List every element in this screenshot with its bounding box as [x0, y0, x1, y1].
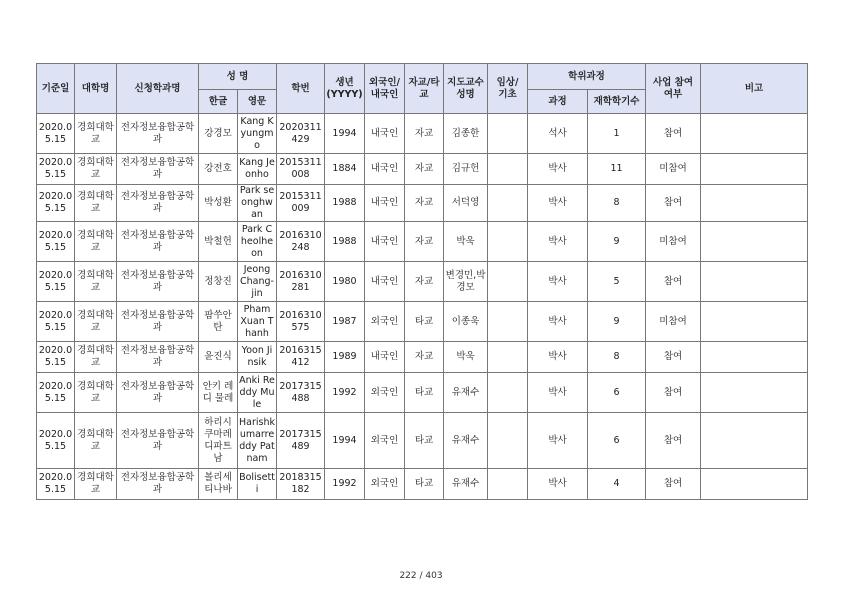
cell-name-english: Kang Kyungmo: [238, 114, 277, 154]
cell-student-id: 2018315182: [277, 469, 325, 500]
cell-university: 경희대학교: [75, 302, 117, 342]
cell-advisor: 변경민,박경모: [444, 262, 488, 302]
header-remarks: 비고: [701, 64, 808, 114]
cell-foreigner: 내국인: [365, 342, 405, 373]
cell-foreigner: 내국인: [365, 154, 405, 185]
cell-university: 경희대학교: [75, 373, 117, 413]
cell-foreigner: 외국인: [365, 469, 405, 500]
cell-clinical: [488, 469, 528, 500]
cell-date: 2020.05.15: [37, 114, 75, 154]
page-number: 222 / 403: [399, 571, 443, 581]
cell-advisor: 유재수: [444, 469, 488, 500]
cell-name-korean: 박성환: [199, 185, 238, 222]
cell-department: 전자정보융합공학과: [117, 185, 199, 222]
cell-clinical: [488, 154, 528, 185]
student-roster-table: [36, 63, 808, 500]
header-name-english: 영문: [238, 90, 277, 114]
header-degree-course: 과정: [528, 90, 588, 114]
cell-clinical: [488, 342, 528, 373]
cell-advisor: 이종욱: [444, 302, 488, 342]
cell-student-id: 2016315412: [277, 342, 325, 373]
cell-participation: 참여: [646, 373, 701, 413]
cell-name-korean: 박철헌: [199, 222, 238, 262]
cell-participation: 참여: [646, 469, 701, 500]
cell-university: 경희대학교: [75, 185, 117, 222]
header-student-id: 학번: [277, 64, 325, 114]
cell-degree-course: 박사: [528, 262, 588, 302]
cell-participation: 참여: [646, 413, 701, 469]
cell-degree-course: 박사: [528, 413, 588, 469]
cell-school: 타교: [405, 469, 444, 500]
cell-department: 전자정보융합공학과: [117, 469, 199, 500]
header-degree-semesters: 재학학기수: [588, 90, 646, 114]
cell-degree-course: 박사: [528, 154, 588, 185]
header-degree: 학위과정: [528, 64, 646, 90]
table-row: [37, 154, 808, 185]
cell-clinical: [488, 185, 528, 222]
cell-name-korean: 강전호: [199, 154, 238, 185]
cell-university: 경희대학교: [75, 469, 117, 500]
cell-advisor: 김종한: [444, 114, 488, 154]
cell-name-korean: 강경모: [199, 114, 238, 154]
table-row: [37, 342, 808, 373]
cell-university: 경희대학교: [75, 222, 117, 262]
cell-school: 자교: [405, 222, 444, 262]
cell-foreigner: 내국인: [365, 114, 405, 154]
cell-advisor: 김규헌: [444, 154, 488, 185]
cell-semesters: 9: [588, 222, 646, 262]
table-row: [37, 373, 808, 413]
table-row: [37, 413, 808, 469]
cell-degree-course: 박사: [528, 373, 588, 413]
cell-participation: 미참여: [646, 302, 701, 342]
cell-student-id: 2016310575: [277, 302, 325, 342]
header-name-korean: 한글: [199, 90, 238, 114]
cell-semesters: 8: [588, 342, 646, 373]
header-participation: 사업 참여 여부: [646, 64, 701, 114]
cell-semesters: 1: [588, 114, 646, 154]
cell-semesters: 6: [588, 413, 646, 469]
cell-name-english: Yoon Jinsik: [238, 342, 277, 373]
cell-university: 경희대학교: [75, 342, 117, 373]
cell-student-id: 2016310248: [277, 222, 325, 262]
table-body: [37, 114, 808, 500]
cell-semesters: 11: [588, 154, 646, 185]
cell-advisor: 박욱: [444, 222, 488, 262]
cell-semesters: 5: [588, 262, 646, 302]
cell-name-korean: 하리시쿠마레디파트남: [199, 413, 238, 469]
cell-degree-course: 석사: [528, 114, 588, 154]
cell-date: 2020.05.15: [37, 469, 75, 500]
cell-foreigner: 내국인: [365, 222, 405, 262]
cell-remarks: [701, 413, 808, 469]
cell-name-korean: 안키 레디 물레: [199, 373, 238, 413]
cell-date: 2020.05.15: [37, 185, 75, 222]
header-advisor: 지도교수 성명: [444, 64, 488, 114]
cell-name-english: Harishkumarreddy Patnam: [238, 413, 277, 469]
table-row: [37, 222, 808, 262]
cell-semesters: 8: [588, 185, 646, 222]
cell-school: 자교: [405, 154, 444, 185]
cell-birth-year: 1980: [325, 262, 365, 302]
cell-birth-year: 1988: [325, 185, 365, 222]
cell-school: 자교: [405, 342, 444, 373]
cell-name-english: Bolisetti: [238, 469, 277, 500]
cell-date: 2020.05.15: [37, 302, 75, 342]
cell-student-id: 2017315488: [277, 373, 325, 413]
cell-university: 경희대학교: [75, 114, 117, 154]
cell-name-english: Jeong Chang-jin: [238, 262, 277, 302]
cell-remarks: [701, 154, 808, 185]
cell-degree-course: 박사: [528, 185, 588, 222]
header-department: 신청학과명: [117, 64, 199, 114]
cell-participation: 미참여: [646, 154, 701, 185]
cell-foreigner: 외국인: [365, 413, 405, 469]
cell-name-english: Park seonghwan: [238, 185, 277, 222]
cell-clinical: [488, 222, 528, 262]
cell-participation: 참여: [646, 185, 701, 222]
cell-student-id: 2016310281: [277, 262, 325, 302]
cell-department: 전자정보융합공학과: [117, 114, 199, 154]
cell-degree-course: 박사: [528, 469, 588, 500]
cell-university: 경희대학교: [75, 413, 117, 469]
cell-participation: 참여: [646, 114, 701, 154]
cell-degree-course: 박사: [528, 222, 588, 262]
cell-school: 타교: [405, 413, 444, 469]
cell-clinical: [488, 114, 528, 154]
cell-foreigner: 내국인: [365, 262, 405, 302]
header-foreigner: 외국인/ 내국인: [365, 64, 405, 114]
cell-university: 경희대학교: [75, 262, 117, 302]
cell-school: 자교: [405, 114, 444, 154]
table-row: [37, 114, 808, 154]
cell-degree-course: 박사: [528, 302, 588, 342]
header-school: 자교/타 교: [405, 64, 444, 114]
header-university: 대학명: [75, 64, 117, 114]
cell-remarks: [701, 373, 808, 413]
cell-semesters: 4: [588, 469, 646, 500]
table-row: [37, 185, 808, 222]
cell-name-korean: 볼리세티나바: [199, 469, 238, 500]
cell-birth-year: 1992: [325, 469, 365, 500]
cell-department: 전자정보융합공학과: [117, 154, 199, 185]
cell-remarks: [701, 469, 808, 500]
cell-university: 경희대학교: [75, 154, 117, 185]
cell-student-id: 2015311009: [277, 185, 325, 222]
header-clinical: 임상/ 기초: [488, 64, 528, 114]
cell-clinical: [488, 262, 528, 302]
cell-name-english: Pham Xuan Thanh: [238, 302, 277, 342]
cell-school: 자교: [405, 262, 444, 302]
cell-name-korean: 윤진식: [199, 342, 238, 373]
cell-foreigner: 외국인: [365, 302, 405, 342]
cell-date: 2020.05.15: [37, 154, 75, 185]
table-row: [37, 469, 808, 500]
cell-student-id: 2015311008: [277, 154, 325, 185]
cell-semesters: 9: [588, 302, 646, 342]
cell-advisor: 박욱: [444, 342, 488, 373]
cell-remarks: [701, 222, 808, 262]
cell-date: 2020.05.15: [37, 262, 75, 302]
cell-remarks: [701, 302, 808, 342]
table-row: [37, 302, 808, 342]
cell-department: 전자정보융합공학과: [117, 302, 199, 342]
table-header: [37, 64, 808, 114]
cell-remarks: [701, 342, 808, 373]
cell-birth-year: 1994: [325, 413, 365, 469]
cell-degree-course: 박사: [528, 342, 588, 373]
table-row: [37, 262, 808, 302]
cell-birth-year: 1987: [325, 302, 365, 342]
cell-date: 2020.05.15: [37, 222, 75, 262]
cell-date: 2020.05.15: [37, 373, 75, 413]
cell-department: 전자정보융합공학과: [117, 342, 199, 373]
cell-department: 전자정보융합공학과: [117, 373, 199, 413]
cell-advisor: 유재수: [444, 373, 488, 413]
cell-name-korean: 팜쑤안탄: [199, 302, 238, 342]
cell-school: 타교: [405, 302, 444, 342]
cell-birth-year: 1994: [325, 114, 365, 154]
header-birth-year: 생년 (YYYY): [325, 64, 365, 114]
cell-date: 2020.05.15: [37, 413, 75, 469]
cell-participation: 참여: [646, 262, 701, 302]
cell-advisor: 서덕영: [444, 185, 488, 222]
cell-clinical: [488, 413, 528, 469]
cell-department: 전자정보융합공학과: [117, 262, 199, 302]
cell-department: 전자정보융합공학과: [117, 413, 199, 469]
header-date: 기준일: [37, 64, 75, 114]
cell-clinical: [488, 373, 528, 413]
cell-birth-year: 1989: [325, 342, 365, 373]
cell-school: 자교: [405, 185, 444, 222]
cell-date: 2020.05.15: [37, 342, 75, 373]
cell-birth-year: 1884: [325, 154, 365, 185]
cell-name-english: Anki Reddy Mule: [238, 373, 277, 413]
cell-name-english: Kang Jeonho: [238, 154, 277, 185]
cell-school: 타교: [405, 373, 444, 413]
cell-remarks: [701, 262, 808, 302]
cell-birth-year: 1988: [325, 222, 365, 262]
cell-clinical: [488, 302, 528, 342]
cell-foreigner: 외국인: [365, 373, 405, 413]
cell-birth-year: 1992: [325, 373, 365, 413]
cell-name-english: Park Cheolheon: [238, 222, 277, 262]
cell-participation: 참여: [646, 342, 701, 373]
cell-advisor: 유재수: [444, 413, 488, 469]
cell-foreigner: 내국인: [365, 185, 405, 222]
cell-remarks: [701, 185, 808, 222]
cell-student-id: 2020311429: [277, 114, 325, 154]
cell-participation: 미참여: [646, 222, 701, 262]
cell-remarks: [701, 114, 808, 154]
header-name: 성 명: [199, 64, 277, 90]
cell-department: 전자정보융합공학과: [117, 222, 199, 262]
cell-student-id: 2017315489: [277, 413, 325, 469]
cell-semesters: 6: [588, 373, 646, 413]
cell-name-korean: 정창진: [199, 262, 238, 302]
